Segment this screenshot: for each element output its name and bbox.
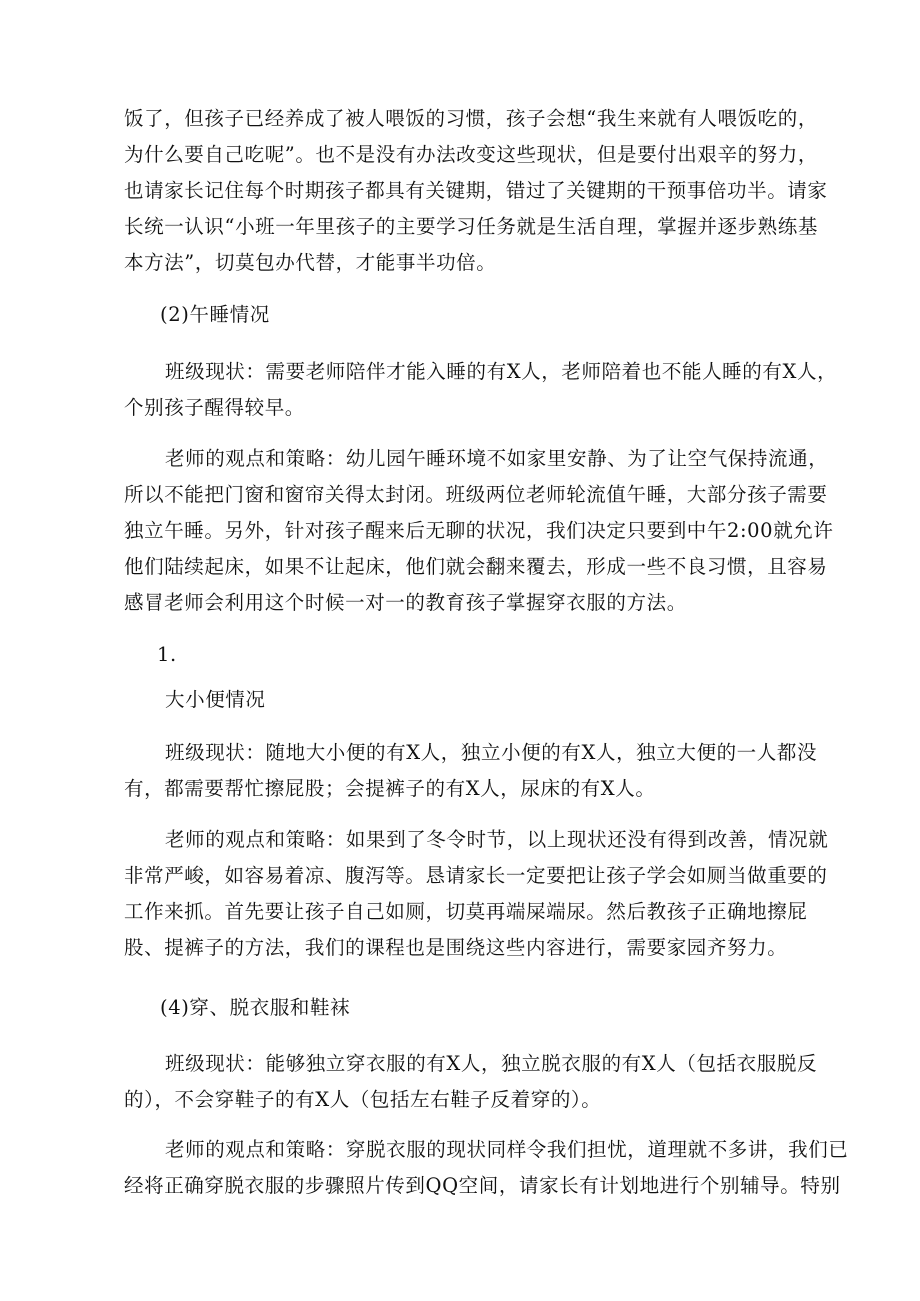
text-line: 班级现状：随地大小便的有X人，独立小便的有X人，独立大便的一人都没 [165, 741, 818, 764]
text-line: 经将正确穿脱衣服的步骤照片传到QQ空间，请家长有计划地进行个别辅导。特别 [124, 1174, 841, 1197]
text-line: 为什么要自己吃呢”。也不是没有办法改变这些现状，但是要付出艰辛的努力， [124, 143, 818, 166]
text-line: 个别孩子醒得较早。 [124, 396, 305, 419]
list-marker: 1. [157, 643, 177, 666]
text-line: 独立午睡。另外，针对孩子醒来后无聊的状况，我们决定只要到中午2:00就允许 [124, 519, 834, 542]
text-line: 老师的观点和策略：幼儿园午睡环境不如家里安静、为了让空气保持流通， [165, 447, 829, 470]
text-line: 的），不会穿鞋子的有X人（包括左右鞋子反着穿的）。 [124, 1088, 602, 1111]
paragraph-feeding-conclusion [124, 101, 828, 281]
paragraph-nap-strategy [124, 441, 834, 621]
text-line: 他们陆续起床，如果不让起床，他们就会翻来覆去，形成一些不良习惯，且容易 [124, 555, 828, 578]
text-line: 班级现状：能够独立穿衣服的有X人，独立脱衣服的有X人（包括衣服脱反 [165, 1052, 818, 1075]
text-line: 老师的观点和策略：如果到了冬令时节，以上现状还没有得到改善，情况就 [165, 828, 829, 851]
paragraph-toilet-strategy [124, 822, 829, 966]
text-line: 饭了，但孩子已经养成了被人喂饭的习惯，孩子会想“我生来就有人喂饭吃的， [124, 107, 818, 130]
text-line: 所以不能把门窗和窗帘关得太封闭。班级两位老师轮流值午睡，大部分孩子需要 [124, 483, 828, 506]
paragraph-dressing-status [124, 1046, 818, 1118]
text-line: 非常严峻，如容易着凉、腹泻等。恳请家长一定要把让孩子学会如厕当做重要的 [124, 864, 828, 887]
paragraph-dressing-strategy [124, 1132, 849, 1204]
section-heading-nap: (2)午睡情况 [160, 303, 270, 326]
text-line: 感冒老师会利用这个时候一对一的教育孩子掌握穿衣服的方法。 [124, 591, 687, 614]
paragraph-nap-status [124, 354, 838, 426]
text-line: 长统一认识“小班一年里孩子的主要学习任务就是生活自理，掌握并逐步熟练基 [124, 215, 818, 238]
text-line: 班级现状：需要老师陪伴才能入睡的有X人，老师陪着也不能人睡的有X人， [165, 360, 838, 383]
text-line: 本方法”，切莫包办代替，才能事半功倍。 [124, 251, 497, 274]
text-line: 也请家长记住每个时期孩子都具有关键期，错过了关键期的干预事倍功半。请家 [124, 179, 828, 202]
section-heading-dressing: (4)穿、脱衣服和鞋袜 [160, 996, 351, 1019]
text-line: 有，都需要帮忙擦屁股；会提裤子的有X人，尿床的有X人。 [124, 777, 656, 800]
text-line: 工作来抓。首先要让孩子自己如厕，切莫再端屎端尿。然后教孩子正确地擦屁 [124, 900, 808, 923]
text-line: 老师的观点和策略：穿脱衣服的现状同样令我们担忧，道理就不多讲，我们已 [165, 1138, 849, 1161]
section-heading-toilet: 大小便情况 [165, 688, 266, 711]
text-line: 股、提裤子的方法，我们的课程也是围绕这些内容进行，需要家园齐努力。 [124, 936, 788, 959]
paragraph-toilet-status [124, 735, 818, 807]
